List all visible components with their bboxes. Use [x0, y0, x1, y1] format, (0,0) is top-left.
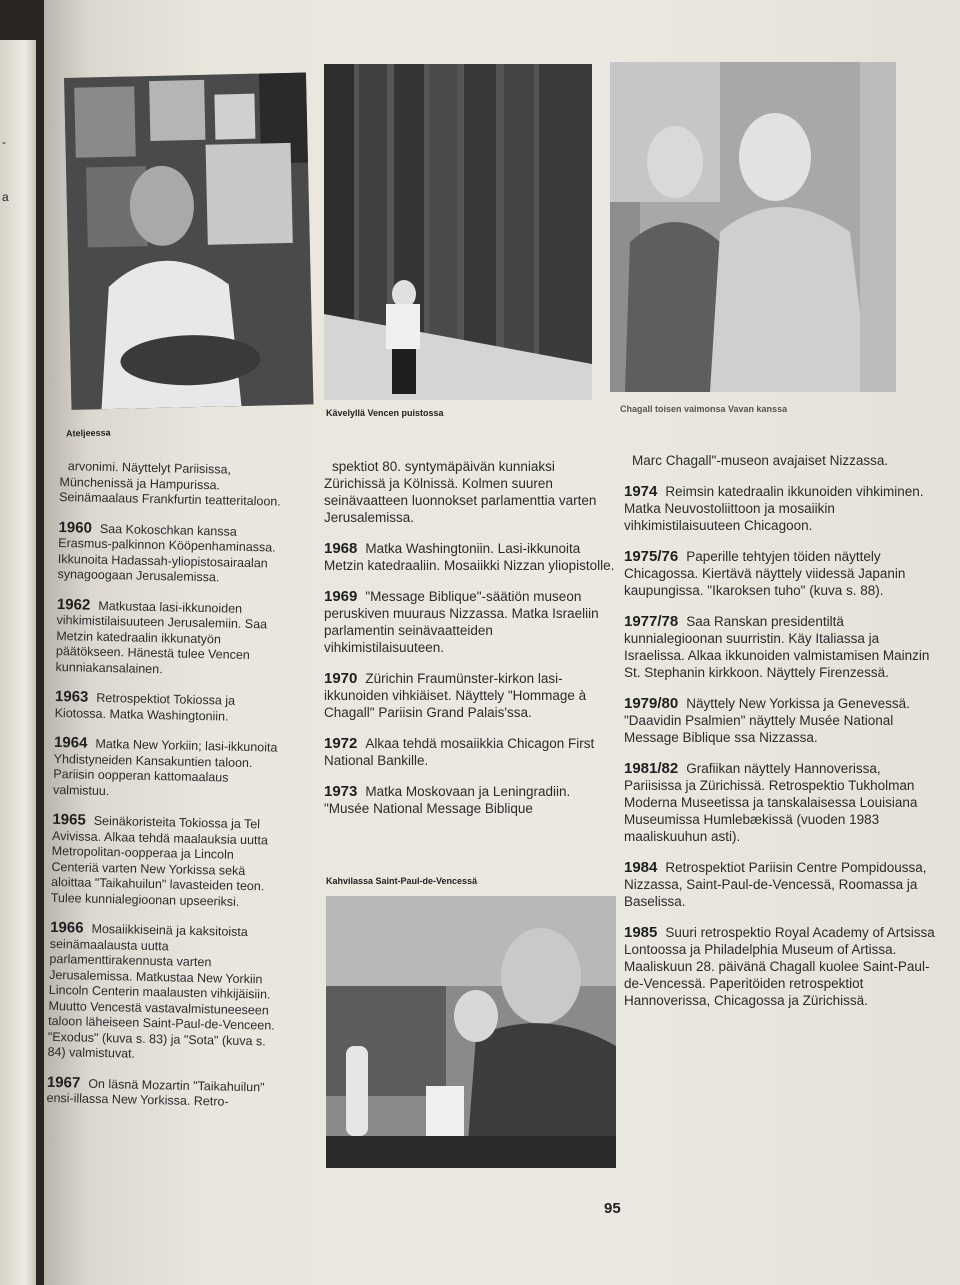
timeline-column-1 — [46, 458, 292, 1125]
timeline-year: 1965 — [52, 810, 86, 829]
timeline-text: "Message Biblique"-säätiön museon peruskiven muuraus Nizzassa. Matka Israeliin parlamentin seinävaatteiden vihkimistilaisuuteen. — [324, 589, 599, 655]
timeline-text: Marc Chagall"-museon avajaiset Nizzassa. — [632, 453, 889, 468]
timeline-column-2 — [324, 458, 616, 823]
timeline-text: Matka Moskovaan ja Leningradiin. "Musée National Message Biblique — [324, 784, 571, 816]
timeline-year: 1962 — [56, 595, 91, 614]
left-page-fragment: a — [2, 190, 9, 204]
timeline-year: 1966 — [49, 918, 84, 937]
timeline-entry — [53, 735, 286, 803]
timeline-text: Reimsin katedraalin ikkunoiden vihkiminen. Matka Neuvostoliittoon ja mosaiikin vihkimistilaisuuteen Chicagoon. — [624, 484, 924, 533]
timeline-entry — [324, 783, 616, 817]
timeline-year: 1972 — [324, 735, 358, 752]
timeline-year: 1963 — [54, 687, 89, 706]
timeline-year: 1960 — [58, 518, 93, 537]
timeline-year: 1967 — [46, 1073, 81, 1092]
timeline-text: Suuri retrospektio Royal Academy of Artsissa Lontoossa ja Philadelphia Museum of Artissa. Maaliskuun 28. päivänä Chagall kuolee Saint-Paul-de-Vencessä. Paperitöiden retrospektiot Hannoverissa, Chicagossa ja Zürichissä. — [624, 925, 935, 1008]
timeline-entry — [324, 588, 616, 656]
timeline-entry — [324, 670, 616, 721]
left-page-edge — [0, 40, 36, 1285]
timeline-entry — [324, 735, 616, 769]
caption-wife: Chagall toisen vaimonsa Vavan kanssa — [620, 404, 788, 414]
timeline-column-3 — [624, 452, 942, 1023]
timeline-text: Grafiikan näyttely Hannoverissa, Pariisissa ja Zürichissä. Retrospektio Tukholman Moderna Museetissa ja tanskalaisessa Louisiana Museumissa Humlebækissä (vuoden 1983 maaliskuuhun asti). — [624, 761, 918, 844]
timeline-text: Matkustaa lasi-ikkunoiden vihkimistilaisuuteen Jerusalemiin. Saa Metzin katedraalin ikkunatyön päätökseen. Hänestä tulee Vencen kunniakansalainen. — [55, 598, 268, 676]
timeline-year: 1964 — [53, 733, 88, 752]
timeline-text: Saa Ranskan presidentiltä kunnialegioonan suurristin. Käy Italiassa ja Israelissa. Alkaa ikkunoiden valmistamisen Mainzin St. Stephanin kirkkoon. Näyttely Firenzessä. — [624, 614, 930, 680]
timeline-entry — [55, 596, 289, 679]
timeline-year: 1981/82 — [624, 760, 679, 777]
timeline-entry — [624, 760, 942, 845]
photo-atelier — [64, 73, 313, 410]
timeline-entry — [54, 689, 287, 726]
timeline-text: Mosaiikkiseinä ja kaksitoista seinämaalausta uutta parlamenttirakennusta varten Jerusalemissa. Matkustaa New Yorkiin Lincoln Centerin maalausten vihkijäisiin. Muutto Vencestä vastavalmistuneeseen taloon läheiseen Saint-Paul-de-Venceen. "Exodus" (kuva s. 83) ja "Sota" (kuva s. 84) valmistuvat. — [47, 921, 275, 1061]
timeline-entry — [624, 483, 942, 534]
timeline-entry — [47, 920, 282, 1065]
photo-walk — [324, 64, 592, 400]
caption-cafe: Kahvilassa Saint-Paul-de-Vencessä — [326, 876, 478, 886]
timeline-text: Paperille tehtyjen töiden näyttely Chicagossa. Kiertävä näyttely viidessä Japanin kaupungissa. "Ikaroksen tuho" (kuva s. 88). — [624, 549, 906, 598]
book-page — [44, 0, 960, 1285]
timeline-text: spektiot 80. syntymäpäivän kunniaksi Zürichissä ja Kölnissä. Kolmen suuren seinävaatteen luonnokset parlamenttia varten Jerusalemissa. — [324, 459, 597, 525]
timeline-entry — [624, 548, 942, 599]
timeline-text: Seinäkoristeita Tokiossa ja Tel Avivissa. Alkaa tehdä maalauksia uutta Metropolitan-oopperaa ja Lincoln Centeriä varten New Yorkissa sekä aloittaa "Taikahuilun" lavasteiden teon. Tulee kunnialegioonan upseeriksi. — [50, 813, 269, 909]
timeline-entry — [624, 695, 942, 746]
timeline-text: Retrospektiot Tokiossa ja Kiotossa. Matka Washingtoniin. — [54, 690, 236, 724]
caption-walk: Kävelyllä Vencen puistossa — [326, 408, 444, 418]
timeline-year: 1970 — [324, 670, 358, 687]
timeline-entry — [624, 452, 942, 469]
photo-wife — [610, 62, 896, 392]
timeline-year: 1973 — [324, 783, 358, 800]
page-number: 95 — [604, 1200, 621, 1217]
timeline-text: Matka Washingtoniin. Lasi-ikkunoita Metzin katedraaliin. Mosaiikki Nizzan yliopistolle. — [324, 541, 615, 573]
timeline-year: 1968 — [324, 540, 358, 557]
timeline-entry — [59, 458, 292, 510]
timeline-year: 1975/76 — [624, 548, 679, 565]
timeline-text: On läsnä Mozartin "Taikahuilun" ensi-illassa New Yorkissa. Retro- — [46, 1076, 265, 1109]
timeline-text: Saa Kokoschkan kanssa Erasmus-palkinnon Kööpenhaminassa. Ikkunoita Hadassah-yliopistosairaalan synagoogaan Jerusalemissa. — [57, 521, 276, 585]
timeline-entry — [46, 1074, 279, 1111]
timeline-entry — [324, 458, 616, 526]
timeline-entry — [624, 859, 942, 910]
timeline-entry — [51, 812, 285, 911]
timeline-year: 1977/78 — [624, 613, 679, 630]
timeline-entry — [624, 924, 942, 1009]
timeline-year: 1974 — [624, 483, 658, 500]
timeline-entry — [57, 519, 290, 587]
left-page-fragment: - — [2, 135, 6, 149]
timeline-year: 1984 — [624, 859, 658, 876]
timeline-year: 1979/80 — [624, 695, 679, 712]
timeline-year: 1985 — [624, 924, 658, 941]
timeline-year: 1969 — [324, 588, 358, 605]
timeline-entry — [624, 613, 942, 681]
timeline-text: Retrospektiot Pariisin Centre Pompidoussa, Nizzassa, Saint-Paul-de-Vencessä, Roomassa ja Baselissa. — [624, 860, 927, 909]
timeline-text: Matka New Yorkiin; lasi-ikkunoita Yhdistyneiden Kansakuntien taloon. Pariisin oopperan kattomaalaus valmistuu. — [52, 736, 278, 798]
timeline-text: Zürichin Fraumünster-kirkon lasi-ikkunoiden vihkiäiset. Näyttely "Hommage à Chagall" Pariisin Grand Palais'ssa. — [324, 671, 587, 720]
timeline-text: arvonimi. Näyttelyt Pariisissa, Münchenissä ja Hampurissa. Seinämaalaus Frankfurtin teatteritaloon. — [59, 459, 281, 509]
timeline-entry — [324, 540, 616, 574]
caption-atelier: Ateljeessa — [65, 427, 111, 439]
photo-cafe — [326, 896, 616, 1168]
timeline-text: Näyttely New Yorkissa ja Genevessä. "Daavidin Psalmien" näyttely Musée National Message Biblique ssa Nizzassa. — [624, 696, 910, 745]
timeline-text: Alkaa tehdä mosaiikkia Chicagon First National Bankille. — [324, 736, 595, 768]
